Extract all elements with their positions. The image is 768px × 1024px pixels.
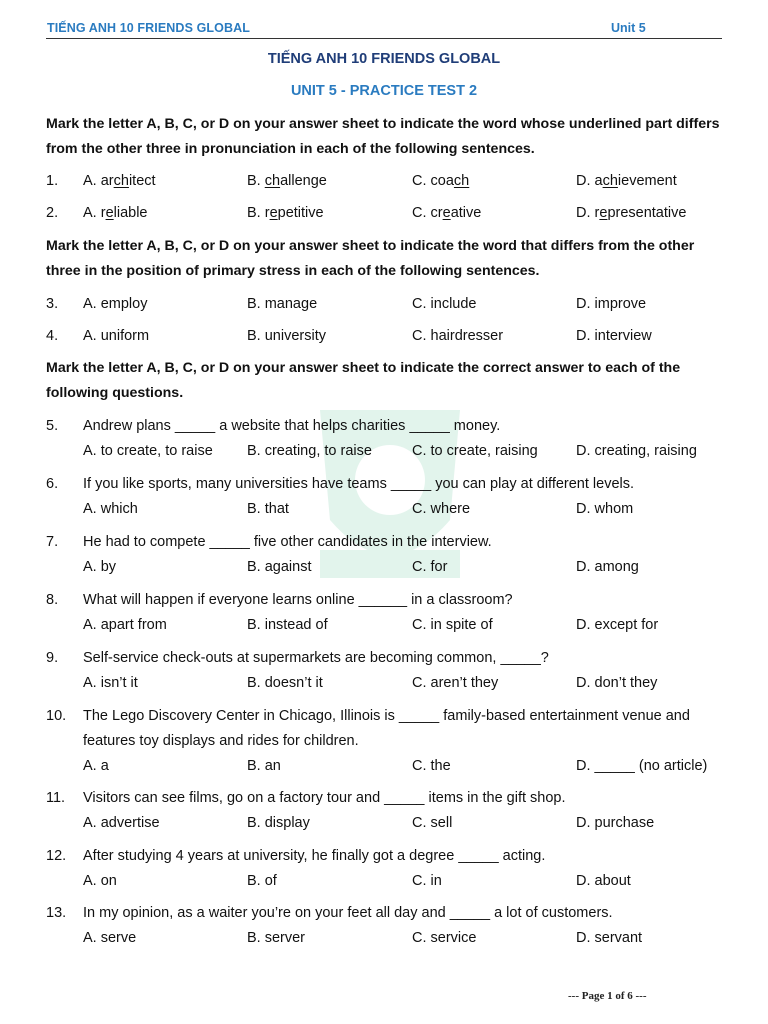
question-stem: The Lego Discovery Center in Chicago, Illinois is _____ family-based entertainment venue and features toy displays and rides for children. <box>83 708 690 749</box>
option-b[interactable]: B. challenge <box>247 173 327 189</box>
option-a[interactable]: A. apart from <box>83 617 167 633</box>
option-d[interactable]: D. interview <box>576 328 652 344</box>
question-stem: Andrew plans _____ a website that helps charities _____ money. <box>83 418 501 434</box>
option-c[interactable]: C. aren’t they <box>412 675 499 691</box>
header-left: TIẾNG ANH 10 FRIENDS GLOBAL <box>47 21 250 35</box>
option-c[interactable]: C. sell <box>412 815 453 831</box>
option-d[interactable]: D. don’t they <box>576 675 658 691</box>
option-b[interactable]: B. repetitive <box>247 205 324 221</box>
option-a[interactable]: A. which <box>83 501 138 517</box>
option-d[interactable]: D. improve <box>576 296 647 312</box>
option-c[interactable]: C. hairdresser <box>412 328 504 344</box>
option-b[interactable]: B. an <box>247 758 281 774</box>
option-b[interactable]: B. against <box>247 559 312 575</box>
option-d[interactable]: D. creating, raising <box>576 443 697 459</box>
question-number: 5. <box>46 418 59 434</box>
option-d[interactable]: D. purchase <box>576 815 655 831</box>
option-c[interactable]: C. coach <box>412 173 470 189</box>
option-d[interactable]: D. servant <box>576 930 643 946</box>
question-stem: He had to compete _____ five other candidates in the interview. <box>83 534 492 550</box>
question-number: 2. <box>46 205 59 221</box>
option-c[interactable]: C. to create, raising <box>412 443 538 459</box>
question-number: 1. <box>46 173 59 189</box>
option-c[interactable]: C. include <box>412 296 477 312</box>
option-a[interactable]: A. to create, to raise <box>83 443 213 459</box>
option-b[interactable]: B. that <box>247 501 289 517</box>
header-right: Unit 5 <box>611 21 646 35</box>
option-a[interactable]: A. uniform <box>83 328 150 344</box>
question-stem: If you like sports, many universities have teams _____ you can play at different levels. <box>83 476 635 492</box>
option-d[interactable]: D. except for <box>576 617 659 633</box>
option-c[interactable]: C. in <box>412 873 442 889</box>
option-d[interactable]: D. among <box>576 559 639 575</box>
question-number: 12. <box>46 848 67 864</box>
instruction-questions: Mark the letter A, B, C, or D on your answer sheet to indicate the correct answer to each of the following questions. <box>46 360 681 401</box>
option-c[interactable]: C. creative <box>412 205 482 221</box>
option-d[interactable]: D. representative <box>576 205 687 221</box>
option-b[interactable]: B. server <box>247 930 306 946</box>
option-d[interactable]: D. whom <box>576 501 634 517</box>
option-c[interactable]: C. in spite of <box>412 617 493 633</box>
option-c[interactable]: C. service <box>412 930 477 946</box>
question-stem: After studying 4 years at university, he finally got a degree _____ acting. <box>83 848 546 864</box>
question-stem: Self-service check-outs at supermarkets are becoming common, _____? <box>83 650 549 666</box>
question-number: 13. <box>46 905 67 921</box>
question-number: 6. <box>46 476 59 492</box>
page-footer: --- Page 1 of 6 --- <box>568 990 647 1002</box>
option-d[interactable]: D. _____ (no article) <box>576 758 708 774</box>
question-number: 9. <box>46 650 59 666</box>
option-c[interactable]: C. for <box>412 559 448 575</box>
option-a[interactable]: A. serve <box>83 930 137 946</box>
question-number: 8. <box>46 592 59 608</box>
option-b[interactable]: B. manage <box>247 296 318 312</box>
option-b[interactable]: B. creating, to raise <box>247 443 372 459</box>
question-number: 7. <box>46 534 59 550</box>
question-stem: In my opinion, as a waiter you’re on your feet all day and _____ a lot of customers. <box>83 905 613 921</box>
option-b[interactable]: B. doesn’t it <box>247 675 323 691</box>
question-number: 11. <box>46 790 66 806</box>
option-a[interactable]: A. advertise <box>83 815 160 831</box>
question-stem: What will happen if everyone learns online ______ in a classroom? <box>83 592 513 608</box>
option-d[interactable]: D. achievement <box>576 173 677 189</box>
option-a[interactable]: A. isn’t it <box>83 675 138 691</box>
option-c[interactable]: C. where <box>412 501 471 517</box>
option-b[interactable]: B. university <box>247 328 326 344</box>
option-a[interactable]: A. reliable <box>83 205 148 221</box>
option-d[interactable]: D. about <box>576 873 631 889</box>
option-a[interactable]: A. a <box>83 758 109 774</box>
option-b[interactable]: B. display <box>247 815 310 831</box>
question-number: 4. <box>46 328 59 344</box>
instruction-stress: Mark the letter A, B, C, or D on your answer sheet to indicate the word that differs from the other three in the position of primary stress in each of the following sentences. <box>46 238 695 279</box>
question-stem: Visitors can see films, go on a factory tour and _____ items in the gift shop. <box>83 790 566 806</box>
page-subtitle: UNIT 5 - PRACTICE TEST 2 <box>290 83 478 99</box>
option-a[interactable]: A. on <box>83 873 117 889</box>
instruction-pronunciation: Mark the letter A, B, C, or D on your answer sheet to indicate the word whose underlined part differs from the other three in pronunciation in each of the following sentences. <box>46 116 720 157</box>
option-a[interactable]: A. architect <box>83 173 156 189</box>
option-c[interactable]: C. the <box>412 758 451 774</box>
option-b[interactable]: B. instead of <box>247 617 328 633</box>
question-number: 3. <box>46 296 59 312</box>
option-b[interactable]: B. of <box>247 873 277 889</box>
header-divider <box>46 38 722 39</box>
option-a[interactable]: A. by <box>83 559 117 575</box>
page-title: TIẾNG ANH 10 FRIENDS GLOBAL <box>267 51 501 67</box>
option-a[interactable]: A. employ <box>83 296 148 312</box>
question-number: 10. <box>46 708 67 724</box>
